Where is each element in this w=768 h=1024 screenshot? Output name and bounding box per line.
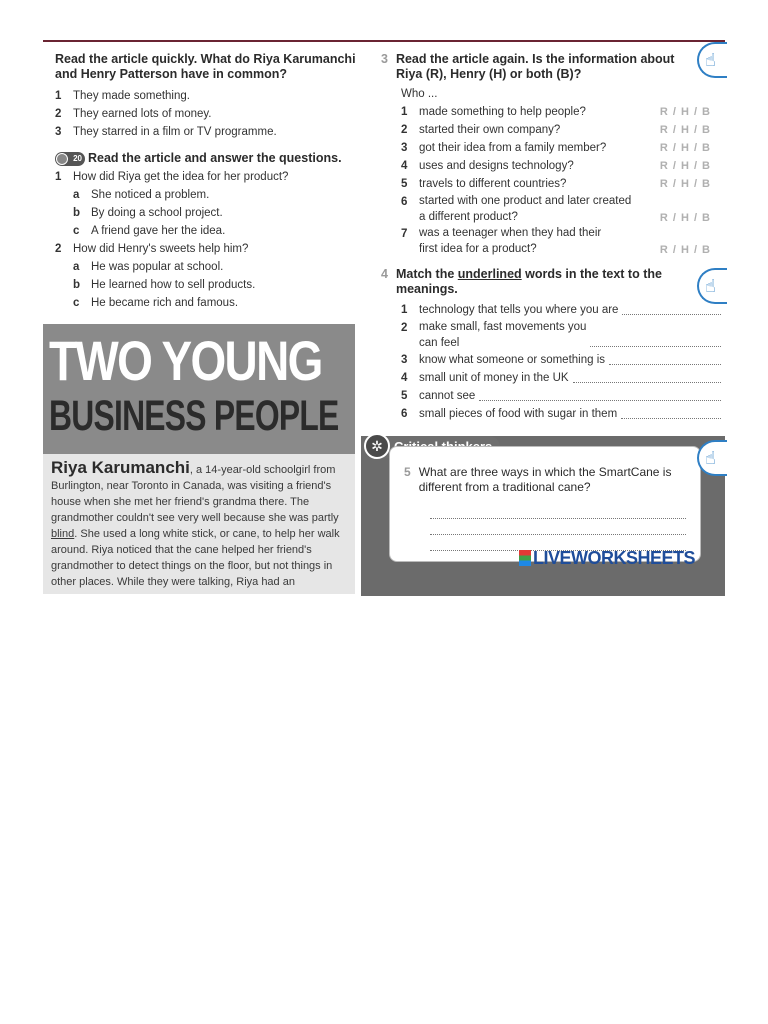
item-number: 2 (401, 322, 408, 334)
item-text: got their idea from a family member? (419, 142, 607, 154)
answer-line[interactable] (430, 519, 686, 535)
rhb-choice[interactable]: R / H / B (659, 106, 711, 118)
q3-items (381, 103, 725, 257)
item-number: 2 (401, 124, 408, 136)
q5-answer-lines (430, 505, 686, 551)
q3-item[interactable] (381, 193, 725, 225)
q4-item (381, 351, 725, 369)
q1-options (55, 87, 375, 141)
q4-title-part2: words in the text to the meanings. (395, 267, 662, 296)
rhb-choice[interactable]: R / H / B (659, 212, 711, 224)
option-text: They starred in a film or TV programme. (73, 126, 277, 138)
item-text-line2: can feel (419, 337, 460, 349)
item-text-line1: was a teenager when they had their (419, 227, 602, 239)
item-number: 1 (401, 304, 408, 316)
worksheet-page (43, 40, 725, 588)
item-number: 4 (401, 372, 408, 384)
question-text: How did Riya get the idea for her product? (73, 171, 289, 183)
item-number: 5 (401, 178, 408, 190)
left-column (55, 52, 375, 312)
option-text: They made something. (73, 90, 190, 102)
option-text: He became rich and famous. (91, 297, 239, 309)
q4-title-text (396, 267, 686, 297)
q3-title (381, 52, 725, 82)
q4-item (381, 369, 725, 387)
q4-title (381, 267, 725, 297)
rhb-choice[interactable]: R / H / B (659, 244, 711, 256)
q3-item[interactable] (381, 175, 725, 193)
q2-title (55, 151, 375, 166)
q4-title-part1: Match the (395, 267, 458, 281)
answer-option[interactable] (55, 258, 375, 276)
q1-title: Read the article quickly. What do Riya Karumanchi and Henry Patterson have in common? (55, 52, 356, 81)
q3-item[interactable] (381, 121, 725, 139)
question-text: How did Henry's sweets help him? (73, 243, 249, 255)
top-rule (43, 40, 725, 42)
item-number: 3 (401, 142, 408, 154)
q2-question (55, 168, 375, 186)
answer-blank[interactable] (609, 355, 721, 365)
q4-item (381, 387, 725, 405)
article-banner (43, 324, 355, 454)
tap-hand-icon[interactable]: ☝ (697, 268, 727, 304)
option-text: He learned how to sell products. (91, 279, 256, 291)
liveworksheets-logo (519, 548, 695, 569)
option-letter: b (73, 279, 81, 291)
critical-thinkers-panel (361, 436, 725, 596)
q4-item (381, 301, 725, 319)
option-number: 1 (55, 90, 62, 102)
answer-blank[interactable] (590, 337, 721, 347)
item-text: made something to help people? (419, 106, 586, 118)
item-number: 6 (401, 196, 408, 208)
option-text: She noticed a problem. (91, 189, 210, 201)
item-text: travels to different countries? (419, 178, 567, 190)
q4-number: 4 (381, 267, 388, 281)
rhb-choice[interactable]: R / H / B (659, 142, 711, 154)
item-number: 3 (401, 354, 408, 366)
item-text: uses and designs technology? (419, 160, 574, 172)
rhb-choice[interactable]: R / H / B (659, 178, 711, 190)
q3-title-text: Read the article again. Is the information about Riya (R), Henry (H) or both (B)? (395, 52, 675, 81)
option-text: He was popular at school. (91, 261, 224, 273)
item-text: small pieces of food with sugar in them (419, 408, 618, 420)
q3-item[interactable] (381, 103, 725, 121)
q2-question (55, 240, 375, 258)
item-number: 6 (401, 408, 408, 420)
banner-title-line2: BUSINESS PEOPLE (49, 392, 339, 440)
item-text-line1: make small, fast movements you (419, 321, 587, 333)
right-column (381, 52, 725, 423)
answer-blank[interactable] (621, 409, 721, 419)
liveworksheets-mark-icon (519, 550, 531, 566)
audio-track-number: 20 (73, 153, 82, 163)
cd-icon (56, 153, 68, 165)
gear-icon: ✲ (364, 433, 390, 459)
tap-hand-icon[interactable]: ☝ (697, 42, 727, 78)
item-text-line2: a different product? (419, 211, 518, 223)
rhb-choice[interactable]: R / H / B (659, 124, 711, 136)
underlined-word: blind (51, 528, 75, 540)
q4-item (381, 319, 725, 351)
item-text: know what someone or something is (419, 354, 606, 366)
question-number: 2 (55, 243, 62, 255)
option-letter: a (73, 261, 80, 273)
banner-title-line1: TWO YOUNG (49, 329, 322, 392)
q3-who: Who ... (401, 88, 438, 100)
option-text: A friend gave her the idea. (91, 225, 226, 237)
option-number: 2 (55, 108, 62, 120)
item-text: small unit of money in the UK (419, 372, 569, 384)
article-person-name: Riya Karumanchi (51, 458, 190, 477)
q3-item[interactable] (381, 157, 725, 175)
q3-number: 3 (381, 52, 388, 66)
tap-hand-icon[interactable]: ☝ (697, 440, 727, 476)
q5-text: What are three ways in which the SmartCane is different from a traditional cane? (418, 465, 672, 494)
item-text-line1: started with one product and later created (419, 195, 632, 207)
item-text: started their own company? (419, 124, 561, 136)
option-letter: b (73, 207, 81, 219)
item-text: technology that tells you where you are (419, 304, 619, 316)
item-text: cannot see (419, 390, 476, 402)
item-text (419, 193, 631, 225)
q1-option[interactable] (55, 123, 375, 141)
item-number: 5 (401, 390, 408, 402)
answer-option[interactable] (55, 222, 375, 240)
answer-line[interactable] (430, 505, 686, 519)
q4-items (381, 301, 725, 423)
article-text (43, 454, 355, 594)
answer-blank[interactable] (479, 391, 721, 401)
option-text: By doing a school project. (91, 207, 223, 219)
option-text: They earned lots of money. (73, 108, 212, 120)
item-number: 7 (401, 228, 408, 240)
q5-number: 5 (404, 465, 411, 479)
option-letter: a (73, 189, 80, 201)
q1-option[interactable] (55, 87, 375, 105)
option-number: 3 (55, 126, 62, 138)
rhb-choice[interactable]: R / H / B (659, 160, 711, 172)
answer-blank[interactable] (573, 373, 721, 383)
option-letter: c (73, 225, 80, 237)
q4-item (381, 405, 725, 423)
item-text (419, 319, 586, 351)
q2-questions (55, 168, 375, 312)
q5-title (390, 447, 700, 495)
q2-title-text: Read the article and answer the questions. (88, 151, 342, 165)
answer-option[interactable] (55, 204, 375, 222)
answer-option[interactable] (55, 186, 375, 204)
item-number: 4 (401, 160, 408, 172)
q3-item[interactable] (381, 225, 725, 257)
article-text-part2: . She used a long white stick, or cane, to help her walk around. Riya noticed that the cane helped her friend's grandmother to detect things on the floor, but not things in other places. While they were talking, Riya had an (51, 528, 340, 588)
question-number: 1 (55, 171, 62, 183)
item-text-line2: first idea for a product? (419, 243, 537, 255)
q1-option[interactable] (55, 105, 375, 123)
q3-item[interactable] (381, 139, 725, 157)
answer-blank[interactable] (622, 305, 721, 315)
option-letter: c (73, 297, 80, 309)
q4-title-underlined: underlined (457, 267, 522, 281)
item-number: 1 (401, 106, 408, 118)
item-text (419, 225, 601, 257)
critical-question-box (389, 446, 701, 562)
article-text-part1: , a 14-year-old schoolgirl from Burlington, near Toronto in Canada, was visiting a friend's house when she met her friend's grandma there. The grandmother couldn't see very well because she was partly (51, 464, 339, 524)
brand-text: LIVEWORKSHEETS (533, 548, 696, 568)
answer-option[interactable] (55, 276, 375, 294)
answer-option[interactable] (55, 294, 375, 312)
audio-track-icon[interactable] (55, 152, 85, 166)
